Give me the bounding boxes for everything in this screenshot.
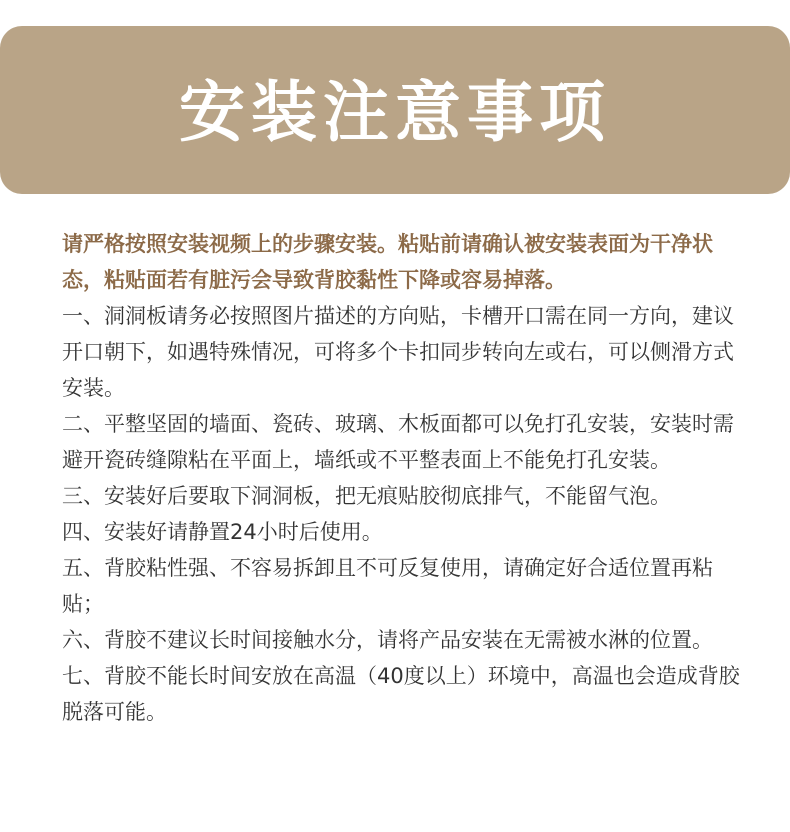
page-title: 安装注意事项 — [179, 73, 611, 151]
instruction-item-5: 五、背胶粘性强、不容易拆卸且不可反复使用，请确定好合适位置再粘贴； — [62, 556, 713, 616]
instructions-content — [62, 226, 752, 730]
instruction-item-7: 七、背胶不能长时间安放在高温（40度以上）环境中，高温也会造成背胶脱落可能。 — [62, 664, 740, 724]
instruction-item-3: 三、安装好后要取下洞洞板，把无痕贴胶彻底排气，不能留气泡。 — [62, 484, 671, 508]
title-banner — [0, 26, 790, 194]
instruction-item-2: 二、平整坚固的墙面、瓷砖、玻璃、木板面都可以免打孔安装，安装时需避开瓷砖缝隙粘在平面上，墙纸或不平整表面上不能免打孔安装。 — [62, 412, 734, 472]
instruction-item-1: 一、洞洞板请务必按照图片描述的方向贴，卡槽开口需在同一方向，建议开口朝下，如遇特殊情况，可将多个卡扣同步转向左或右，可以侧滑方式安装。 — [62, 304, 734, 400]
instruction-item-6: 六、背胶不建议长时间接触水分，请将产品安装在无需被水淋的位置。 — [62, 628, 713, 652]
instruction-item-4: 四、安装好请静置24小时后使用。 — [62, 520, 383, 544]
intro-paragraph: 请严格按照安装视频上的步骤安装。粘贴前请确认被安装表面为干净状态，粘贴面若有脏污会导致背胶黏性下降或容易掉落。 — [62, 232, 713, 292]
